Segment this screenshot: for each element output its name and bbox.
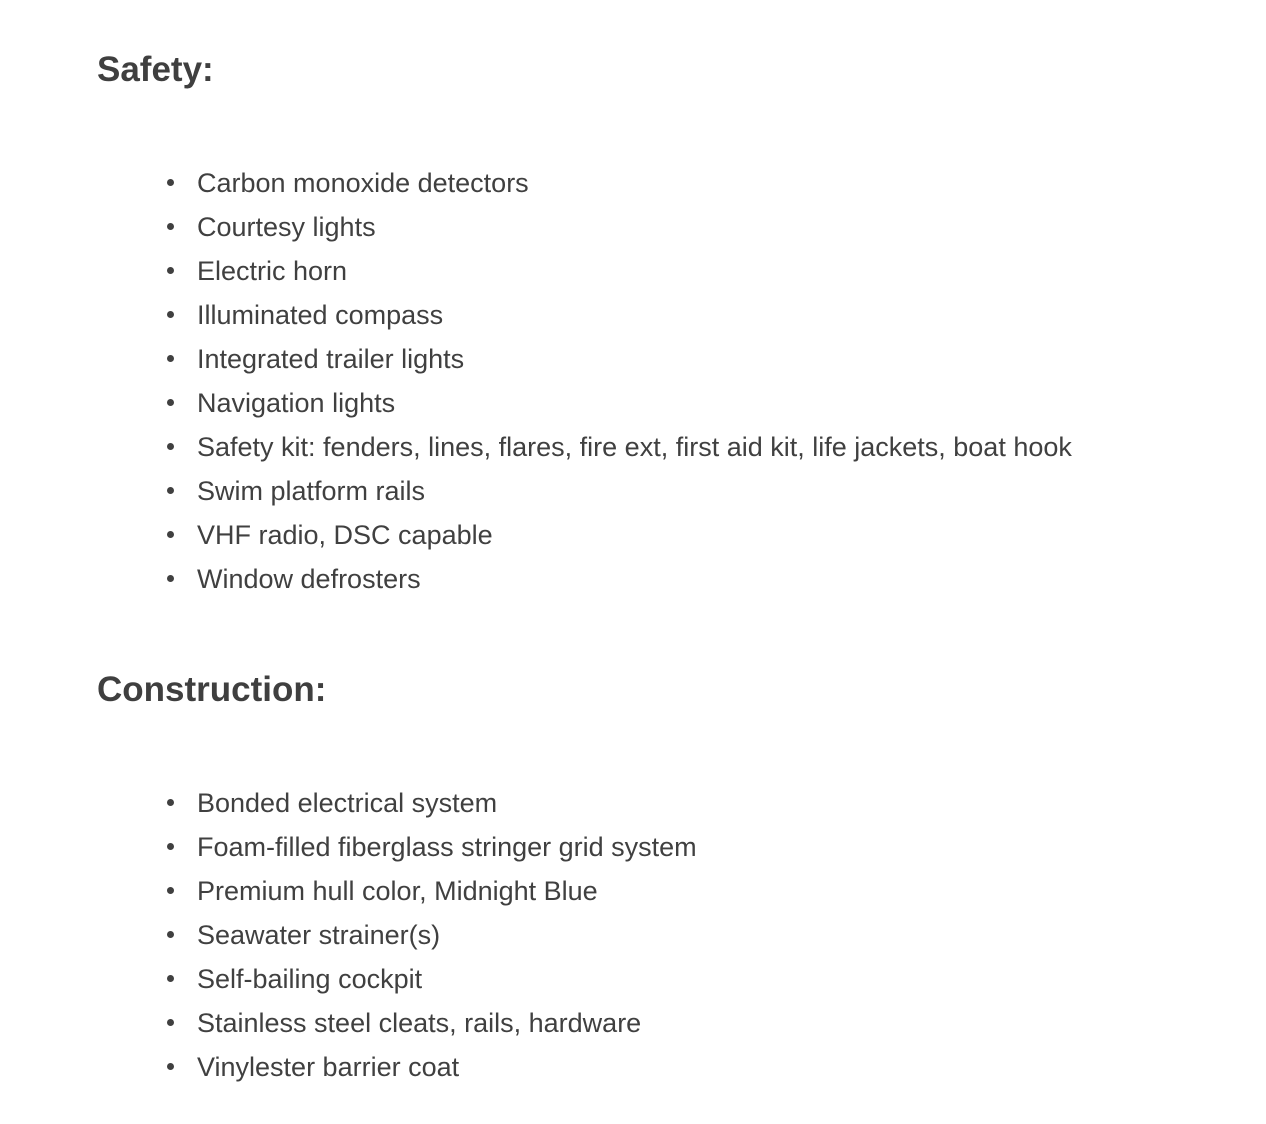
list-item: Electric horn <box>97 249 1072 293</box>
list-item: VHF radio, DSC capable <box>97 513 1072 557</box>
construction-list <box>97 781 697 1089</box>
list-item: Self-bailing cockpit <box>97 957 697 1001</box>
list-item: Integrated trailer lights <box>97 337 1072 381</box>
list-item: Foam-filled fiberglass stringer grid system <box>97 825 697 869</box>
list-item: Illuminated compass <box>97 293 1072 337</box>
list-item: Premium hull color, Midnight Blue <box>97 869 697 913</box>
safety-list <box>97 161 1072 601</box>
list-item: Seawater strainer(s) <box>97 913 697 957</box>
list-item: Bonded electrical system <box>97 781 697 825</box>
list-item: Carbon monoxide detectors <box>97 161 1072 205</box>
safety-heading: Safety: <box>97 50 214 89</box>
construction-heading: Construction: <box>97 670 327 709</box>
list-item: Swim platform rails <box>97 469 1072 513</box>
list-item: Stainless steel cleats, rails, hardware <box>97 1001 697 1045</box>
list-item: Courtesy lights <box>97 205 1072 249</box>
list-item: Window defrosters <box>97 557 1072 601</box>
list-item: Navigation lights <box>97 381 1072 425</box>
list-item: Vinylester barrier coat <box>97 1045 697 1089</box>
list-item: Safety kit: fenders, lines, flares, fire ext, first aid kit, life jackets, boat hook <box>97 425 1072 469</box>
